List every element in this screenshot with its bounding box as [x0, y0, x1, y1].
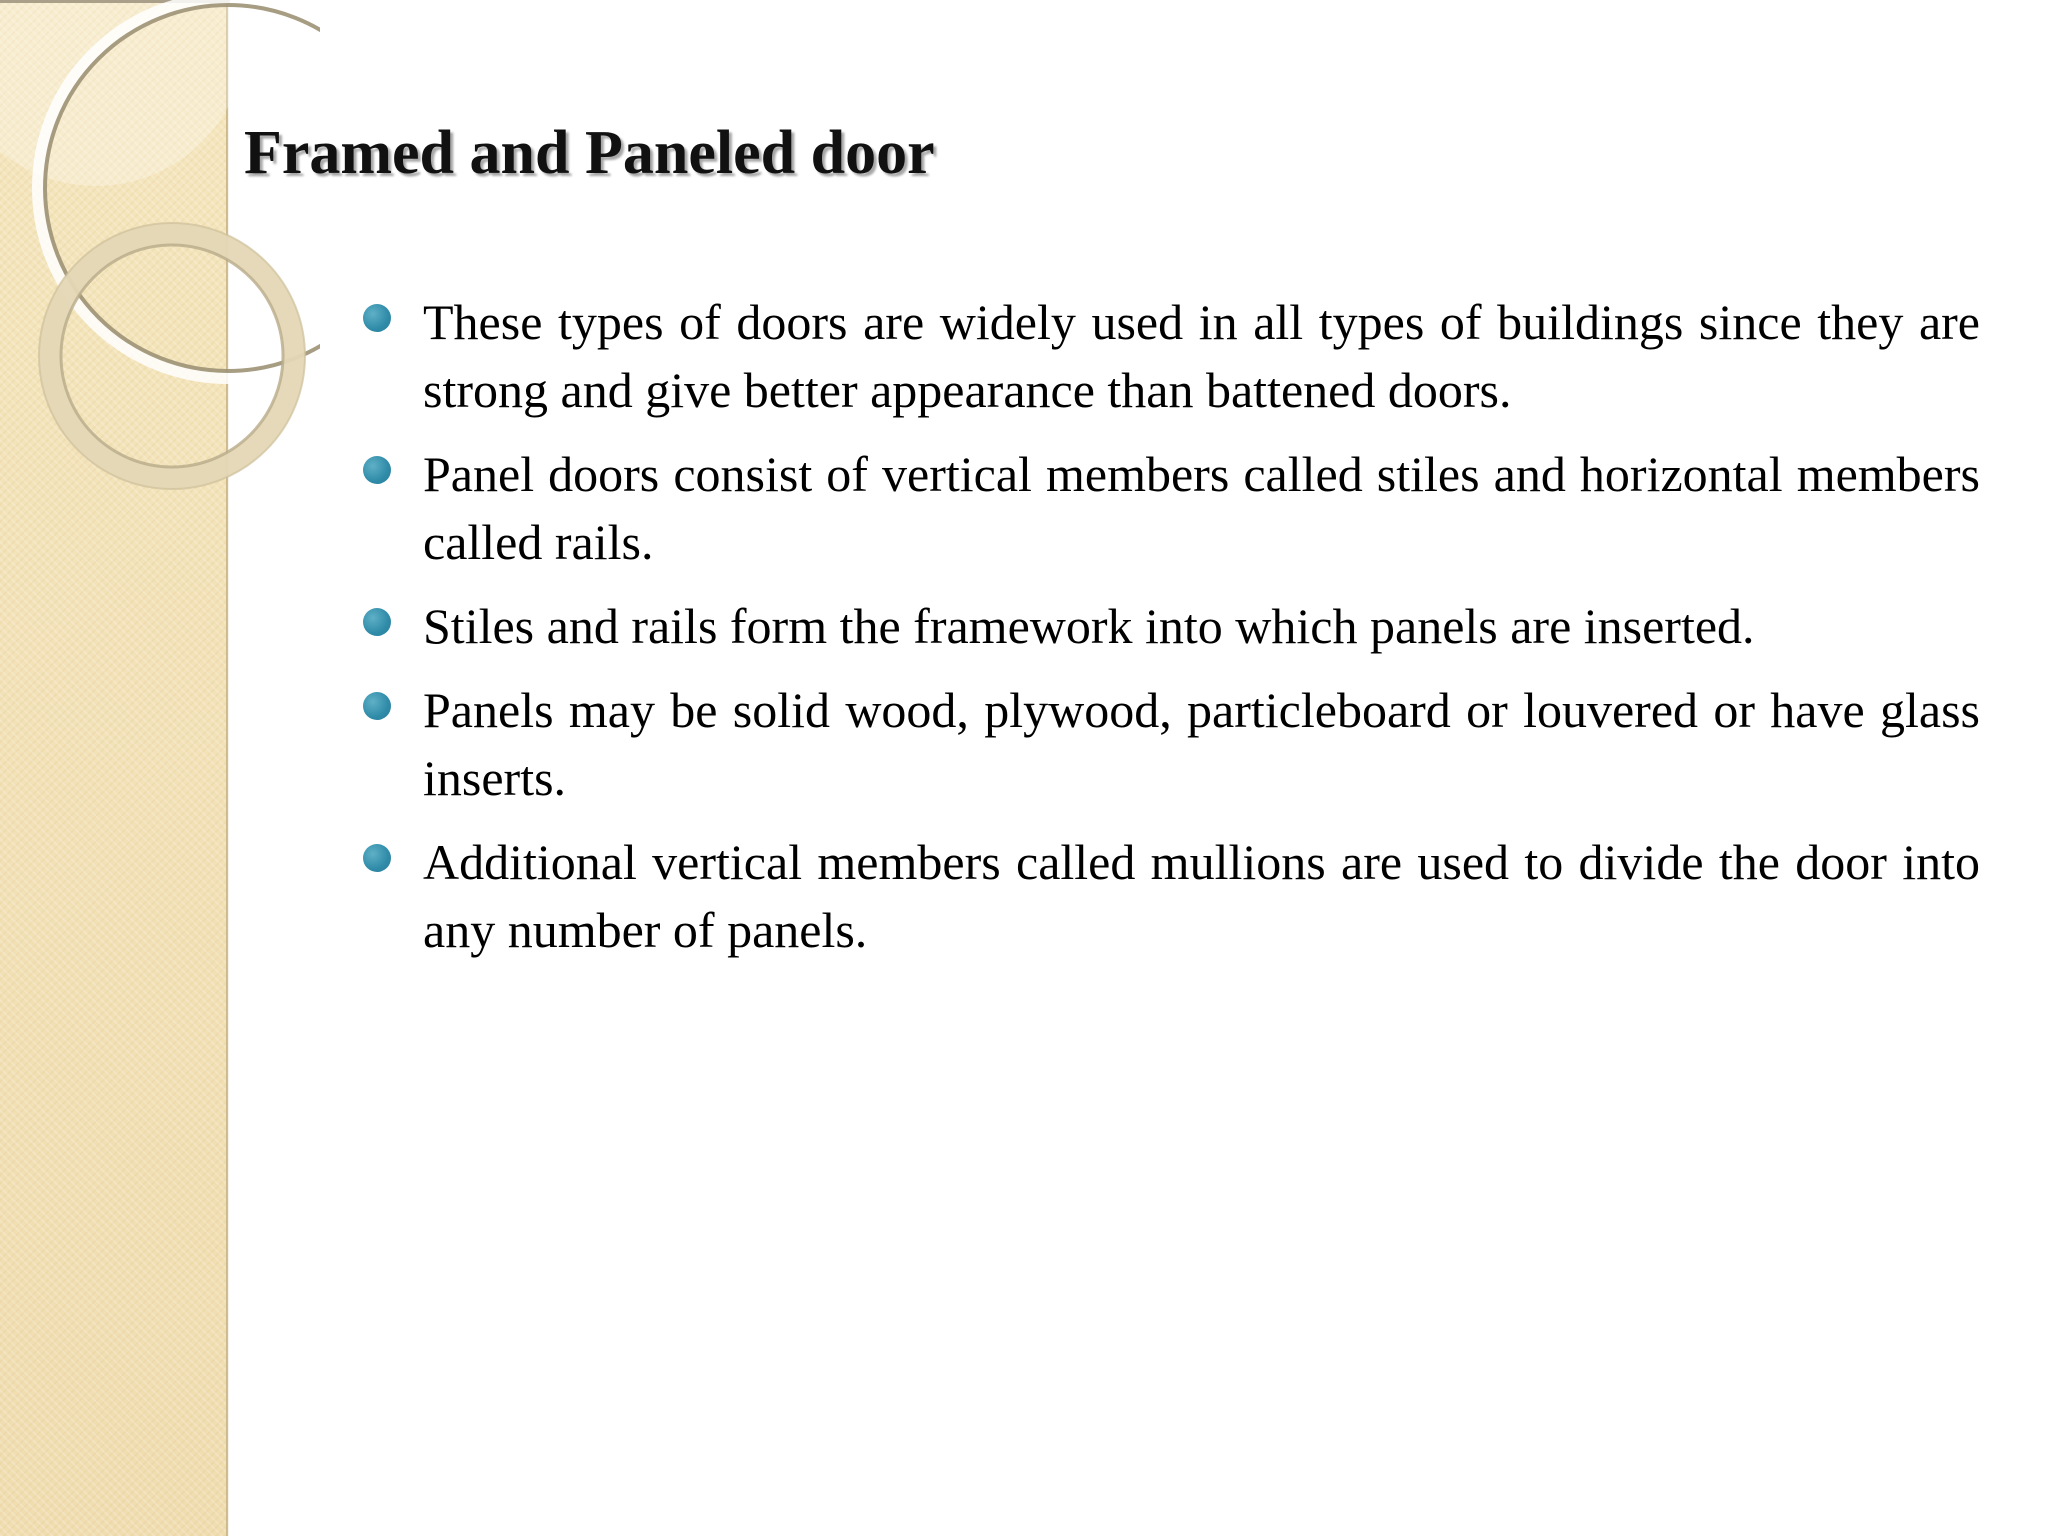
- bullet-dot-icon: [363, 304, 391, 332]
- bullet-text: Panels may be solid wood, plywood, particleboard or louvered or have glass inserts.: [423, 682, 1980, 806]
- bullet-list: [360, 288, 1980, 980]
- bullet-item: [360, 440, 1980, 576]
- bullet-item: [360, 676, 1980, 812]
- bullet-text: Stiles and rails form the framework into which panels are inserted.: [423, 598, 1755, 654]
- bullet-dot-icon: [363, 844, 391, 872]
- bullet-text: Additional vertical members called mullions are used to divide the door into any number of panels.: [423, 834, 1980, 958]
- bullet-dot-icon: [363, 608, 391, 636]
- bullet-item: [360, 592, 1980, 660]
- bullet-dot-icon: [363, 456, 391, 484]
- decorative-rings-ornament: [0, 0, 320, 520]
- bullet-text: These types of doors are widely used in all types of buildings since they are strong and give better appearance than battened doors.: [423, 294, 1980, 418]
- bullet-item: [360, 288, 1980, 424]
- slide-title: Framed and Paneled door: [244, 119, 935, 187]
- bullet-dot-icon: [363, 692, 391, 720]
- bullet-text: Panel doors consist of vertical members called stiles and horizontal members called rails.: [423, 446, 1980, 570]
- bullet-item: [360, 828, 1980, 964]
